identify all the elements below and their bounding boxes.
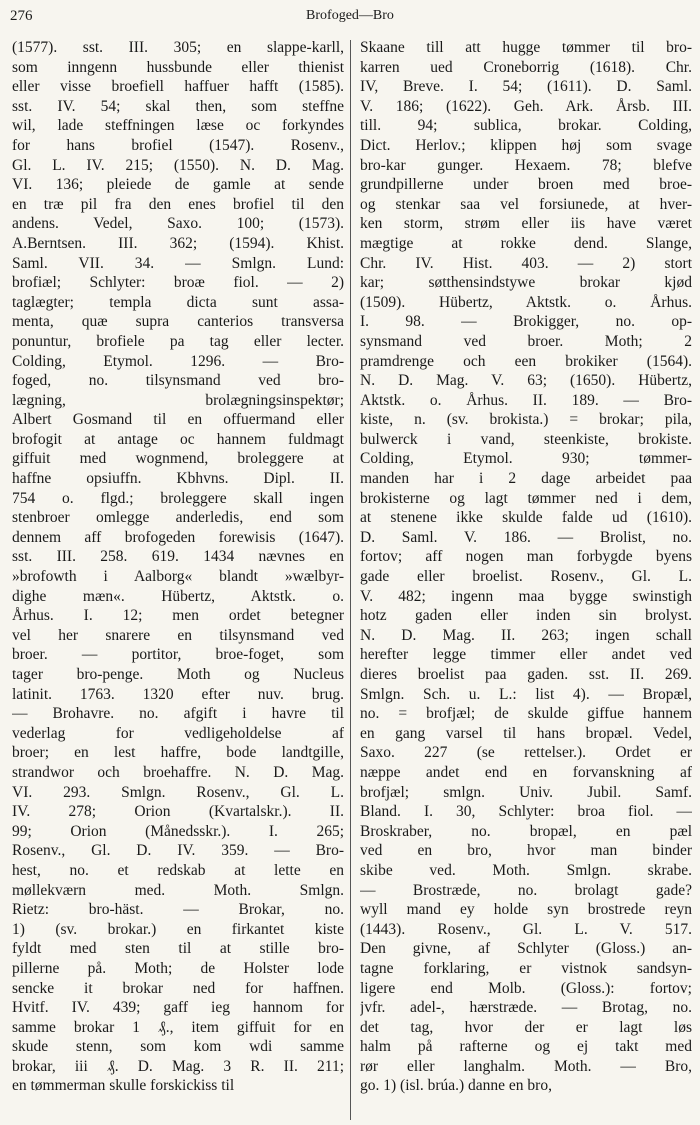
text-line: lægning, brolægningsinspektør; bbox=[12, 391, 344, 409]
text-line: Rosenv., Gl. D. IV. 359. — Bro- bbox=[12, 842, 344, 860]
text-line: pillerne på. Moth; de Holster lode bbox=[12, 959, 344, 977]
text-line: brokar, iii ₰. D. Mag. 3 R. II. 211; bbox=[12, 1057, 344, 1075]
text-line: mægtige at rokke dend. Slange, bbox=[360, 234, 692, 252]
text-line: sencke it brokar ned for haffnen. bbox=[12, 979, 344, 997]
text-line: at stenene ikke skulde falde ud (1610). bbox=[360, 509, 692, 527]
text-line: brofogit at antage oc hannem fuldmagt bbox=[12, 430, 344, 448]
text-line: V. 186; (1622). Geh. Ark. Årsb. III. bbox=[360, 97, 692, 115]
text-line: fortov; aff nogen man forbygde byens bbox=[360, 548, 692, 566]
text-line: IV, Breve. I. 54; (1611). D. Saml. bbox=[360, 78, 692, 96]
left-column bbox=[12, 38, 344, 1096]
text-line: broer. — portitor, broe-foget, som bbox=[12, 646, 344, 664]
text-line: kar; søtthensindstywe brokar kjød bbox=[360, 274, 692, 292]
text-line: næppe andet end en forvanskning af bbox=[360, 763, 692, 781]
text-line: vel her snarere en tilsynsmand ved bbox=[12, 626, 344, 644]
text-line: pramdrenge och een brokiker (1564). bbox=[360, 352, 692, 370]
text-line: dieres broelist paa gaden. sst. II. 269. bbox=[360, 666, 692, 683]
text-line: latinit. 1763. 1320 efter nuv. brug. bbox=[12, 685, 344, 703]
page-header bbox=[0, 0, 700, 28]
text-line: Gl. L. IV. 215; (1550). N. D. Mag. bbox=[12, 156, 344, 174]
page-number: 276 bbox=[10, 8, 33, 24]
text-line: N. D. Mag. V. 63; (1650). Hübertz, bbox=[360, 372, 692, 390]
text-line: bro-kar gunger. Hexaem. 78; blefve bbox=[360, 156, 692, 174]
text-line: 1) (sv. brokar.) en firkantet kiste bbox=[12, 920, 344, 938]
text-line: ponuntur, brofiele pa tag eller lecter. bbox=[12, 332, 344, 350]
text-line: wil, lade steffningen læse oc forkyndes bbox=[12, 117, 344, 135]
text-line: sst. IV. 54; skal then, som steffne bbox=[12, 97, 344, 115]
text-line: Albert Gosmand til en offuermand eller bbox=[12, 411, 344, 429]
text-line: en gang varsel til hans bropæl. Vedel, bbox=[360, 724, 692, 742]
text-line: (1509). Hübertz, Aktstk. o. Århus. bbox=[360, 293, 692, 311]
text-line: menta, quæ supra canterios transversa bbox=[12, 313, 344, 331]
running-head: Brofoged—Bro bbox=[306, 8, 394, 23]
text-line: ligere end Molb. (Gloss.): fortov; bbox=[360, 979, 692, 997]
column-divider bbox=[350, 40, 351, 1120]
text-line: broer; en lest haffre, bode landtgille, bbox=[12, 744, 344, 762]
text-line: og stenkar saa vel forsiunede, at hver- bbox=[360, 195, 692, 213]
text-line: (1443). Rosenv., Gl. L. V. 517. bbox=[360, 920, 692, 938]
text-line: Broskraber, no. bropæl, en pæl bbox=[360, 822, 692, 840]
text-line: — Brohavre. no. afgift i havre til bbox=[12, 705, 344, 723]
text-line: brofjæl; smlgn. Univ. Jubil. Samf. bbox=[360, 783, 692, 801]
text-line: det tag, hvor der er lagt løs bbox=[360, 1018, 692, 1036]
text-line: synsmand ved broer. Moth; 2 bbox=[360, 332, 692, 350]
text-line: grundpillerne under broen med broe- bbox=[360, 176, 692, 194]
text-line: IV. 278; Orion (Kvartalskr.). II. bbox=[12, 803, 344, 821]
text-line: tagne forklaring, er vistnok sandsyn- bbox=[360, 959, 692, 977]
text-line: haffne opsiuffn. Kbhvns. Dipl. II. bbox=[12, 470, 344, 488]
text-line: en træ pil fra den enes brofiel til den bbox=[12, 195, 344, 213]
text-line: Rietz: bro-häst. — Brokar, no. bbox=[12, 901, 344, 919]
text-line: A.Berntsen. III. 362; (1594). Khist. bbox=[12, 234, 344, 252]
text-line: »brofowth i Aalborg« blandt »wælbyr- bbox=[12, 568, 344, 586]
text-line: herefter legge timmer eller andet ved bbox=[360, 646, 692, 664]
text-line: go. 1) (isl. brúa.) danne en bro, bbox=[360, 1077, 552, 1095]
text-line: giffuit med wognmend, broleggere at bbox=[12, 450, 344, 468]
text-line: N. D. Mag. II. 263; ingen schall bbox=[360, 626, 692, 644]
text-line: dighe mæn«. Hübertz, Aktstk. o. bbox=[12, 587, 344, 605]
text-line: Saxo. 227 (se rettelser.). Ordet er bbox=[360, 744, 692, 762]
text-line: Skaane till att hugge tømmer til bro- bbox=[360, 39, 692, 56]
text-line: Den givne, af Schlyter (Gloss.) an- bbox=[360, 940, 692, 958]
text-line: sst. III. 258. 619. 1434 nævnes en bbox=[12, 548, 344, 566]
text-line: karren ued Croneborrig (1618). Chr. bbox=[360, 58, 692, 76]
text-line: hotz gaden eller inden sin brolyst. bbox=[360, 607, 692, 625]
text-line: samme brokar 1 ₰., item giffuit for en bbox=[12, 1018, 344, 1036]
text-line: en tømmerman skulle forskickiss til bbox=[12, 1077, 235, 1095]
text-line: V. 482; ingenn maa bygge swinstigh bbox=[360, 587, 692, 605]
text-line: wyll mand ey holde syn brostrede reyn bbox=[360, 901, 692, 919]
text-line: kiste, n. (sv. brokista.) = brokar; pila, bbox=[360, 411, 692, 429]
text-line: Aktstk. o. Århus. II. 189. — Bro- bbox=[360, 391, 692, 409]
text-line: ken storm, strøm eller iis have været bbox=[360, 215, 692, 233]
text-line: Saml. VII. 34. — Smlgn. Lund: bbox=[12, 254, 344, 272]
text-line: taglægter; templa dicta sunt assa- bbox=[12, 293, 344, 311]
text-line: Århus. I. 12; men ordet betegner bbox=[12, 607, 344, 625]
text-line: strandwor och broehaffre. N. D. Mag. bbox=[12, 763, 344, 781]
text-line: halm på rafterne og ej takt med bbox=[360, 1038, 692, 1056]
right-column bbox=[360, 38, 692, 1096]
text-line: Hvitf. IV. 439; gaff ieg hannom for bbox=[12, 999, 344, 1017]
text-line: hest, no. et redskab at lette en bbox=[12, 861, 344, 879]
text-line: VI. 136; pleiede de gamle at sende bbox=[12, 176, 344, 194]
text-line: manden har i 2 dage arbeidet paa bbox=[360, 470, 692, 488]
text-line: no. = brofjæl; de skulde giffue hannem bbox=[360, 705, 692, 723]
text-line: skibe ved. Moth. Smlgn. skrabe. bbox=[360, 861, 692, 879]
text-line: Dict. Herlov.; klippen høj som svage bbox=[360, 136, 692, 154]
text-line: eller visse broefiell haffuer hafft (1585). bbox=[12, 78, 344, 96]
text-line: ved en bro, hvor man binder bbox=[360, 842, 692, 860]
text-line: gade eller broelist. Rosenv., Gl. L. bbox=[360, 568, 692, 586]
text-line: Colding, Etymol. 930; tømmer- bbox=[360, 450, 692, 468]
text-line: till. 94; sublica, brokar. Colding, bbox=[360, 117, 692, 135]
text-line: stenbroer omlegge anderledis, end som bbox=[12, 509, 344, 527]
text-line: Smlgn. Sch. u. L.: list 4). — Bropæl, bbox=[360, 685, 692, 703]
text-line: rør eller langhalm. Moth. — Bro, bbox=[360, 1057, 692, 1075]
text-line: møllekværn med. Moth. Smlgn. bbox=[12, 881, 344, 899]
text-line: Colding, Etymol. 1296. — Bro- bbox=[12, 352, 344, 370]
text-line: — Brostræde, no. brolagt gade? bbox=[360, 881, 692, 899]
text-line: D. Saml. V. 186. — Brolist, no. bbox=[360, 528, 692, 546]
text-line: I. 98. — Brokigger, no. op- bbox=[360, 313, 692, 331]
text-line: VI. 293. Smlgn. Rosenv., Gl. L. bbox=[12, 783, 344, 801]
text-line: skude stenn, som kom wdi samme bbox=[12, 1038, 344, 1056]
text-line: fyldt med sten til at stille bro- bbox=[12, 940, 344, 958]
text-line: bulwerck i vand, steenkiste, brokiste. bbox=[360, 430, 692, 448]
text-line: andens. Vedel, Saxo. 100; (1573). bbox=[12, 215, 344, 233]
text-line: vederlag for vedligeholdelse af bbox=[12, 724, 344, 742]
text-line: foged, no. tilsynsmand ved bro- bbox=[12, 372, 344, 390]
text-line: som inngenn hussbunde eller thienist bbox=[12, 58, 344, 76]
text-line: 99; Orion (Månedsskr.). I. 265; bbox=[12, 822, 344, 840]
text-line: Bland. I. 30, Schlyter: broa fiol. — bbox=[360, 803, 692, 821]
text-line: dennem aff brofogeden forewisis (1647). bbox=[12, 528, 344, 546]
text-line: brokisterne og lagt tømmer ned i dem, bbox=[360, 489, 692, 507]
text-line: for hans brofiel (1547). Rosenv., bbox=[12, 136, 344, 154]
text-line: (1577). sst. III. 305; en slappe-karll, bbox=[12, 39, 344, 56]
text-line: brofiæl; Schlyter: broæ fiol. — 2) bbox=[12, 274, 344, 292]
text-line: tager bro-penge. Moth og Nucleus bbox=[12, 666, 344, 683]
text-line: 754 o. flgd.; broleggere skall ingen bbox=[12, 489, 344, 507]
text-line: Chr. IV. Hist. 403. — 2) stort bbox=[360, 254, 692, 272]
text-line: jvfr. adel-, hærstræde. — Brotag, no. bbox=[360, 999, 692, 1017]
